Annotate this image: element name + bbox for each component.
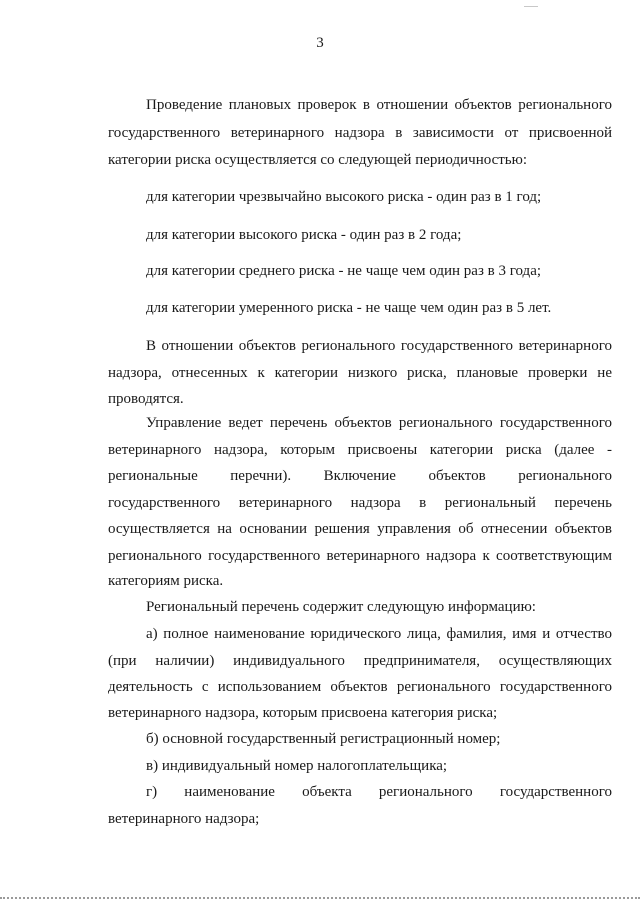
- scan-edge: [0, 897, 640, 899]
- text-line: Управление ведет перечень объектов регионального государственного: [146, 415, 612, 431]
- text-line: осуществляется на основании решения управления об отнесении объектов: [108, 521, 612, 537]
- list-item: для категории чрезвычайно высокого риска - один раз в 1 год;: [146, 189, 542, 205]
- text-line: региональные перечни). Включение объектов регионального: [108, 468, 612, 484]
- list-item: в) индивидуальный номер налогоплательщика;: [146, 758, 448, 774]
- list-item: б) основной государственный регистрационный номер;: [146, 731, 501, 747]
- text-line: ветеринарного надзора;: [108, 811, 260, 827]
- text-line: Региональный перечень содержит следующую информацию:: [146, 599, 536, 615]
- text-line: государственного ветеринарного надзора в региональный перечень: [108, 495, 612, 511]
- text-line: В отношении объектов регионального государственного ветеринарного: [146, 338, 612, 354]
- list-item: для категории умеренного риска - не чаще чем один раз в 5 лет.: [146, 300, 552, 316]
- text-line: категориям риска.: [108, 573, 224, 589]
- text-line: ветеринарного надзора, которым присвоены категории риска (далее -: [108, 442, 612, 458]
- text-line: проводятся.: [108, 391, 184, 407]
- text-line: регионального государственного ветеринарного надзора к соответствующим: [108, 548, 612, 564]
- text-line: государственного ветеринарного надзора в зависимости от присвоенной: [108, 125, 612, 141]
- list-item: для категории среднего риска - не чаще чем один раз в 3 года;: [146, 263, 542, 279]
- text-line: ветеринарного надзора, которым присвоена категория риска;: [108, 705, 498, 721]
- list-item: г) наименование объекта регионального государственного: [146, 784, 612, 800]
- text-line: надзора, отнесенных к категории низкого риска, плановые проверки не: [108, 365, 612, 381]
- text-line: Проведение плановых проверок в отношении объектов регионального: [146, 97, 612, 113]
- text-line: (при наличии) индивидуального предпринимателя, осуществляющих: [108, 653, 612, 669]
- page-number: 3: [316, 35, 324, 51]
- text-line: деятельность с использованием объектов регионального государственного: [108, 679, 612, 695]
- list-item: для категории высокого риска - один раз в 2 года;: [146, 227, 462, 243]
- scan-mark: [524, 6, 538, 7]
- text-line: категории риска осуществляется со следующей периодичностью:: [108, 152, 528, 168]
- list-item: а) полное наименование юридического лица, фамилия, имя и отчество: [146, 626, 612, 642]
